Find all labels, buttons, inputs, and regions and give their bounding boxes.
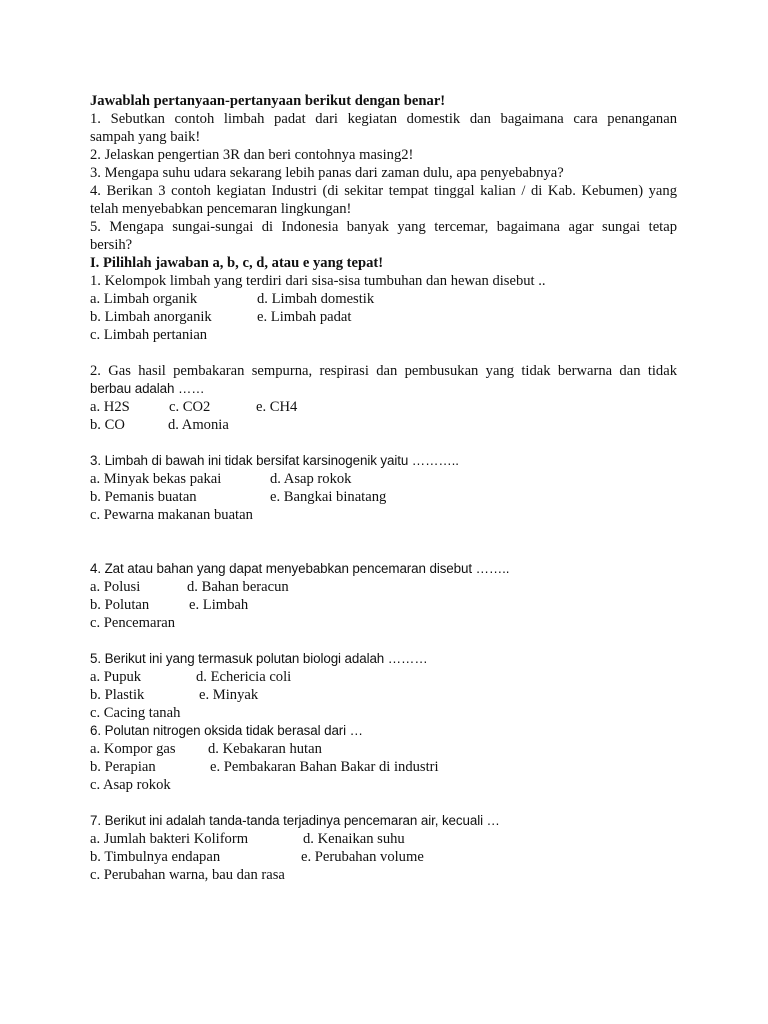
mc-q6-option-e: e. Pembakaran Bahan Bakar di industri — [210, 759, 439, 775]
mc-question-3-options-row-2 — [90, 488, 677, 506]
mc-q5-option-b: b. Plastik — [90, 687, 145, 703]
mc-q7-option-c: c. Perubahan warna, bau dan rasa — [90, 867, 285, 883]
mc-question-1: 1. Kelompok limbah yang terdiri dari sisa-sisa tumbuhan dan hewan disebut .. — [90, 273, 546, 289]
mc-q6-option-a: a. Kompor gas — [90, 741, 176, 757]
essay-question-4-line-2: telah menyebabkan pencemaran lingkungan! — [90, 201, 352, 217]
mc-q7-option-e: e. Perubahan volume — [301, 849, 424, 865]
mc-q1-option-c: c. Limbah pertanian — [90, 327, 208, 343]
mc-question-6: 6. Polutan nitrogen oksida tidak berasal dari … — [90, 723, 363, 738]
spacer — [90, 794, 677, 812]
mc-q2-option-e: e. CH4 — [256, 399, 298, 415]
mc-q3-option-c: c. Pewarna makanan buatan — [90, 507, 253, 523]
mc-question-7-options-row-2 — [90, 848, 677, 866]
essay-question-5-line-1: 5. Mengapa sungai-sungai di Indonesia banyak yang tercemar, bagaimana agar sungai tetap — [90, 219, 677, 235]
mc-q2-option-d: d. Amonia — [168, 417, 229, 433]
mc-q4-option-d: d. Bahan beracun — [187, 579, 289, 595]
mc-question-6-options-row-1 — [90, 740, 677, 758]
essay-question-1-line-1: 1. Sebutkan contoh limbah padat dari kegiatan domestik dan bagaimana cara penanganan — [90, 111, 677, 127]
mc-question-4-options-row-1 — [90, 578, 677, 596]
mc-q4-option-e: e. Limbah — [189, 597, 249, 613]
mc-q1-option-a: a. Limbah organik — [90, 291, 198, 307]
essay-question-1-line-2: sampah yang baik! — [90, 129, 201, 145]
mc-question-2-line-1: 2. Gas hasil pembakaran sempurna, respirasi dan pembusukan yang tidak berwarna dan tidak — [90, 363, 677, 379]
mc-q6-option-c: c. Asap rokok — [90, 777, 171, 793]
mc-question-5-options-row-2 — [90, 686, 677, 704]
mc-question-6-options-row-2 — [90, 758, 677, 776]
spacer — [90, 434, 677, 452]
mc-q5-option-a: a. Pupuk — [90, 669, 142, 685]
mc-question-2-line-2: berbau adalah …… — [90, 381, 205, 396]
mc-question-7: 7. Berikut ini adalah tanda-tanda terjadinya pencemaran air, kecuali … — [90, 813, 500, 828]
mc-q2-option-a: a. H2S — [90, 399, 130, 415]
mc-q2-option-c: c. CO2 — [169, 399, 211, 415]
mc-q7-option-a: a. Jumlah bakteri Koliform — [90, 831, 249, 847]
mc-q5-option-d: d. Echericia coli — [196, 669, 292, 685]
spacer — [90, 632, 677, 650]
mc-question-3-options-row-1 — [90, 470, 677, 488]
essay-question-5-line-2: bersih? — [90, 237, 133, 253]
mc-q1-option-b: b. Limbah anorganik — [90, 309, 212, 325]
mc-q7-option-d: d. Kenaikan suhu — [303, 831, 405, 847]
mc-q1-option-e: e. Limbah padat — [257, 309, 352, 325]
mc-q2-option-b: b. CO — [90, 417, 125, 433]
mc-q7-option-b: b. Timbulnya endapan — [90, 849, 221, 865]
mc-q4-option-a: a. Polusi — [90, 579, 141, 595]
mc-q3-option-b: b. Pemanis buatan — [90, 489, 197, 505]
mc-question-2-options-row-2 — [90, 416, 677, 434]
mc-q3-option-d: d. Asap rokok — [270, 471, 352, 487]
document-body — [90, 92, 677, 884]
mc-q1-option-d: d. Limbah domestik — [257, 291, 375, 307]
mc-question-7-options-row-1 — [90, 830, 677, 848]
spacer — [90, 524, 677, 560]
mc-q6-option-d: d. Kebakaran hutan — [208, 741, 322, 757]
mc-q3-option-a: a. Minyak bekas pakai — [90, 471, 222, 487]
essay-question-3: 3. Mengapa suhu udara sekarang lebih panas dari zaman dulu, apa penyebabnya? — [90, 165, 564, 181]
mc-q3-option-e: e. Bangkai binatang — [270, 489, 387, 505]
mc-question-5: 5. Berikut ini yang termasuk polutan biologi adalah ……… — [90, 651, 428, 666]
mc-q6-option-b: b. Perapian — [90, 759, 156, 775]
mc-q5-option-e: e. Minyak — [199, 687, 259, 703]
essay-heading: Jawablah pertanyaan-pertanyaan berikut dengan benar! — [90, 93, 446, 109]
mc-question-1-options-row-2 — [90, 308, 677, 326]
multiple-choice-heading: I. Pilihlah jawaban a, b, c, d, atau e yang tepat! — [90, 255, 384, 271]
mc-q5-option-c: c. Cacing tanah — [90, 705, 181, 721]
essay-question-4-line-1: 4. Berikan 3 contoh kegiatan Industri (di sekitar tempat tinggal kalian / di Kab. Kebumen) yang — [90, 183, 677, 199]
mc-q4-option-c: c. Pencemaran — [90, 615, 176, 631]
mc-question-1-options-row-1 — [90, 290, 677, 308]
mc-question-4: 4. Zat atau bahan yang dapat menyebabkan pencemaran disebut …….. — [90, 561, 510, 576]
mc-question-4-options-row-2 — [90, 596, 677, 614]
mc-question-3: 3. Limbah di bawah ini tidak bersifat karsinogenik yaitu ……….. — [90, 453, 459, 468]
spacer — [90, 344, 677, 362]
mc-q4-option-b: b. Polutan — [90, 597, 150, 613]
essay-question-2: 2. Jelaskan pengertian 3R dan beri contohnya masing2! — [90, 147, 414, 163]
mc-question-2-options-row-1 — [90, 398, 677, 416]
mc-question-5-options-row-1 — [90, 668, 677, 686]
